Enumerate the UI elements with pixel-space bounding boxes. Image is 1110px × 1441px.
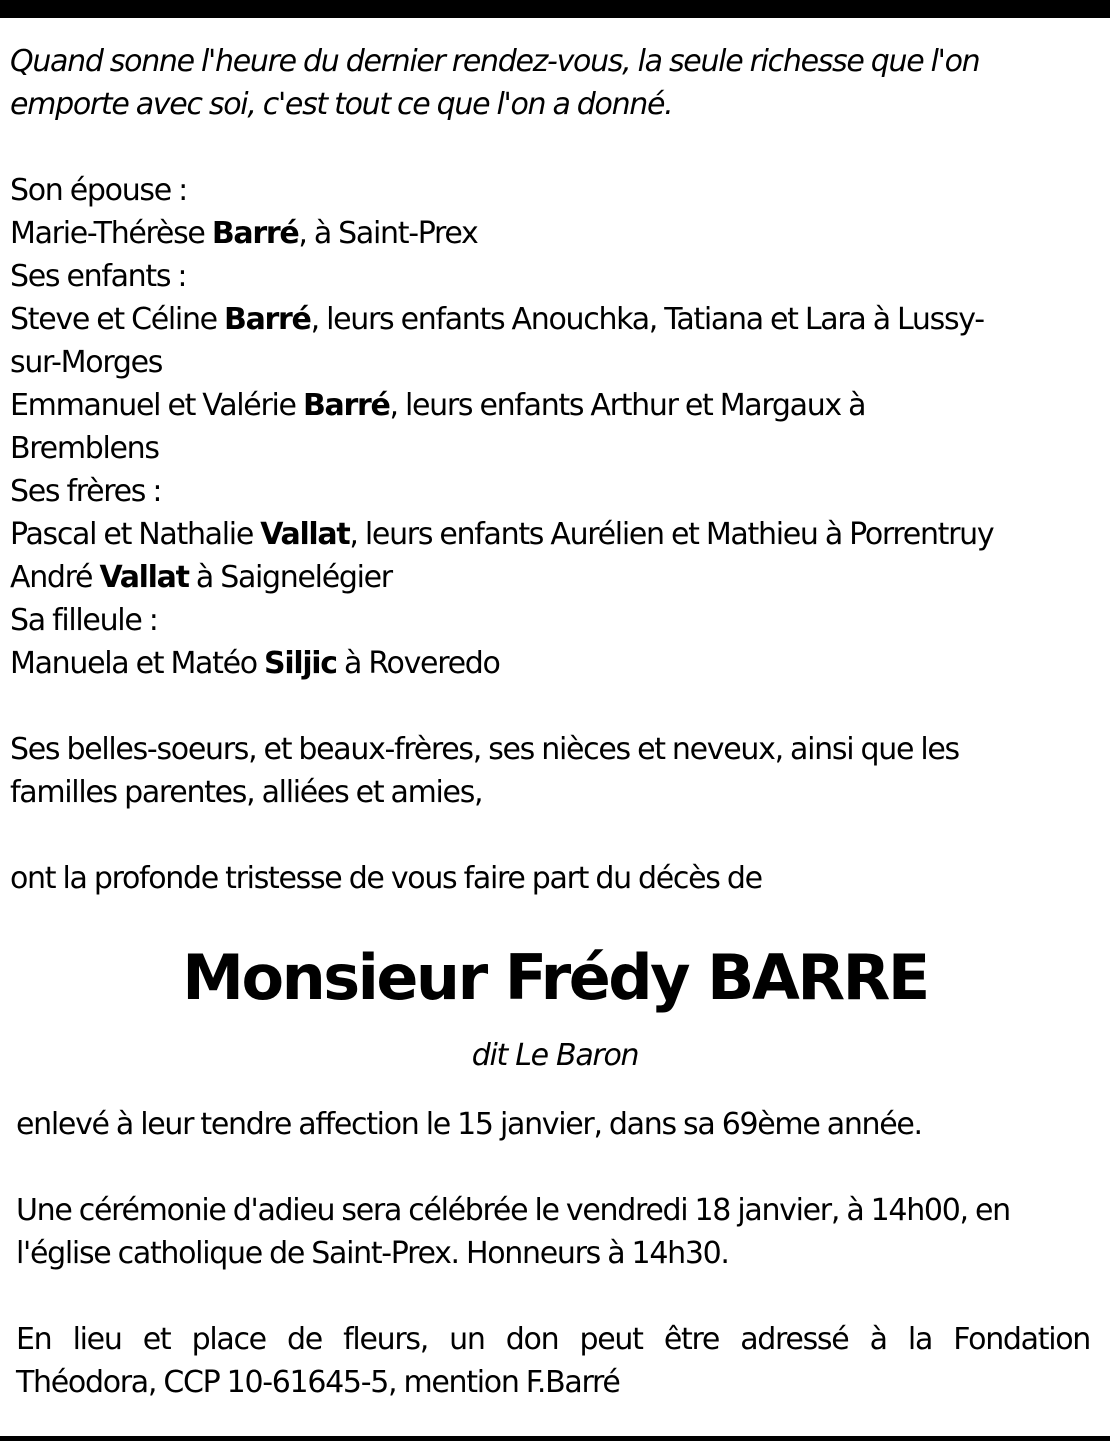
passing-line: enlevé à leur tendre affection le 15 janvier, dans sa 69ème année. <box>16 1107 922 1142</box>
obituary-body <box>10 40 1095 900</box>
surname: Barré <box>211 216 299 251</box>
surname: Barré <box>302 388 390 423</box>
surname: Vallat <box>260 517 350 552</box>
donation-line: En lieu et place de fleurs, un don peut être adressé à la Fondation <box>16 1322 1090 1357</box>
child-line <box>10 298 1095 341</box>
goddaughter-line <box>10 642 1095 685</box>
quote-line: emporte avec soi, c'est tout ce que l'on a donné. <box>10 87 673 122</box>
surname: Barré <box>224 302 311 337</box>
surname: Vallat <box>99 560 189 595</box>
deceased-nickname: dit Le Baron <box>471 1038 639 1073</box>
first-names: Manuela et Matéo <box>10 646 265 681</box>
first-names: Emmanuel et Valérie <box>10 388 303 423</box>
spouse-line <box>10 212 1095 255</box>
ceremony-line: Une cérémonie d'adieu sera célébrée le vendredi 18 janvier, à 14h00, en <box>16 1193 1010 1228</box>
first-names: Pascal et Nathalie <box>10 517 261 552</box>
brothers-heading: Ses frères : <box>10 474 162 509</box>
relatives-line: familles parentes, alliées et amies, <box>10 775 483 810</box>
first-names: Marie-Thérèse <box>10 216 212 251</box>
spacer <box>10 814 1095 857</box>
first-names: Steve et Céline <box>10 302 225 337</box>
spouse-heading: Son épouse : <box>10 173 187 208</box>
brother-line <box>10 556 1095 599</box>
spacer <box>16 1275 1090 1318</box>
surname: Siljic <box>264 646 337 681</box>
brother-line <box>10 513 1095 556</box>
detail: , leurs enfants Anouchka, Tatiana et Lara à Lussy- <box>310 302 984 337</box>
detail: à Roveredo <box>336 646 500 681</box>
spacer <box>10 685 1095 728</box>
detail: , à Saint-Prex <box>298 216 478 251</box>
obituary-details <box>16 1103 1090 1404</box>
spacer <box>10 126 1095 169</box>
detail: à Saignelégier <box>188 560 392 595</box>
spacer <box>16 1146 1090 1189</box>
child-line-continued: sur-Morges <box>10 345 163 380</box>
children-heading: Ses enfants : <box>10 259 187 294</box>
ceremony-line: l'église catholique de Saint-Prex. Honneurs à 14h30. <box>16 1236 729 1271</box>
detail: , leurs enfants Aurélien et Mathieu à Porrentruy <box>349 517 994 552</box>
child-line-continued: Bremblens <box>10 431 159 466</box>
quote-line: Quand sonne l'heure du dernier rendez-vous, la seule richesse que l'on <box>10 44 980 79</box>
top-rule <box>0 0 1110 18</box>
first-names: André <box>10 560 100 595</box>
relatives-line: Ses belles-soeurs, et beaux-frères, ses nièces et neveux, ainsi que les <box>10 732 959 767</box>
detail: , leurs enfants Arthur et Margaux à <box>389 388 866 423</box>
announcement-line: ont la profonde tristesse de vous faire part du décès de <box>10 861 762 896</box>
donation-line: Théodora, CCP 10-61645-5, mention F.Barré <box>16 1365 620 1400</box>
goddaughter-heading: Sa filleule : <box>10 603 158 638</box>
deceased-name: Monsieur Frédy BARRE <box>182 941 928 1014</box>
child-line <box>10 384 1095 427</box>
bottom-rule <box>0 1436 1110 1441</box>
